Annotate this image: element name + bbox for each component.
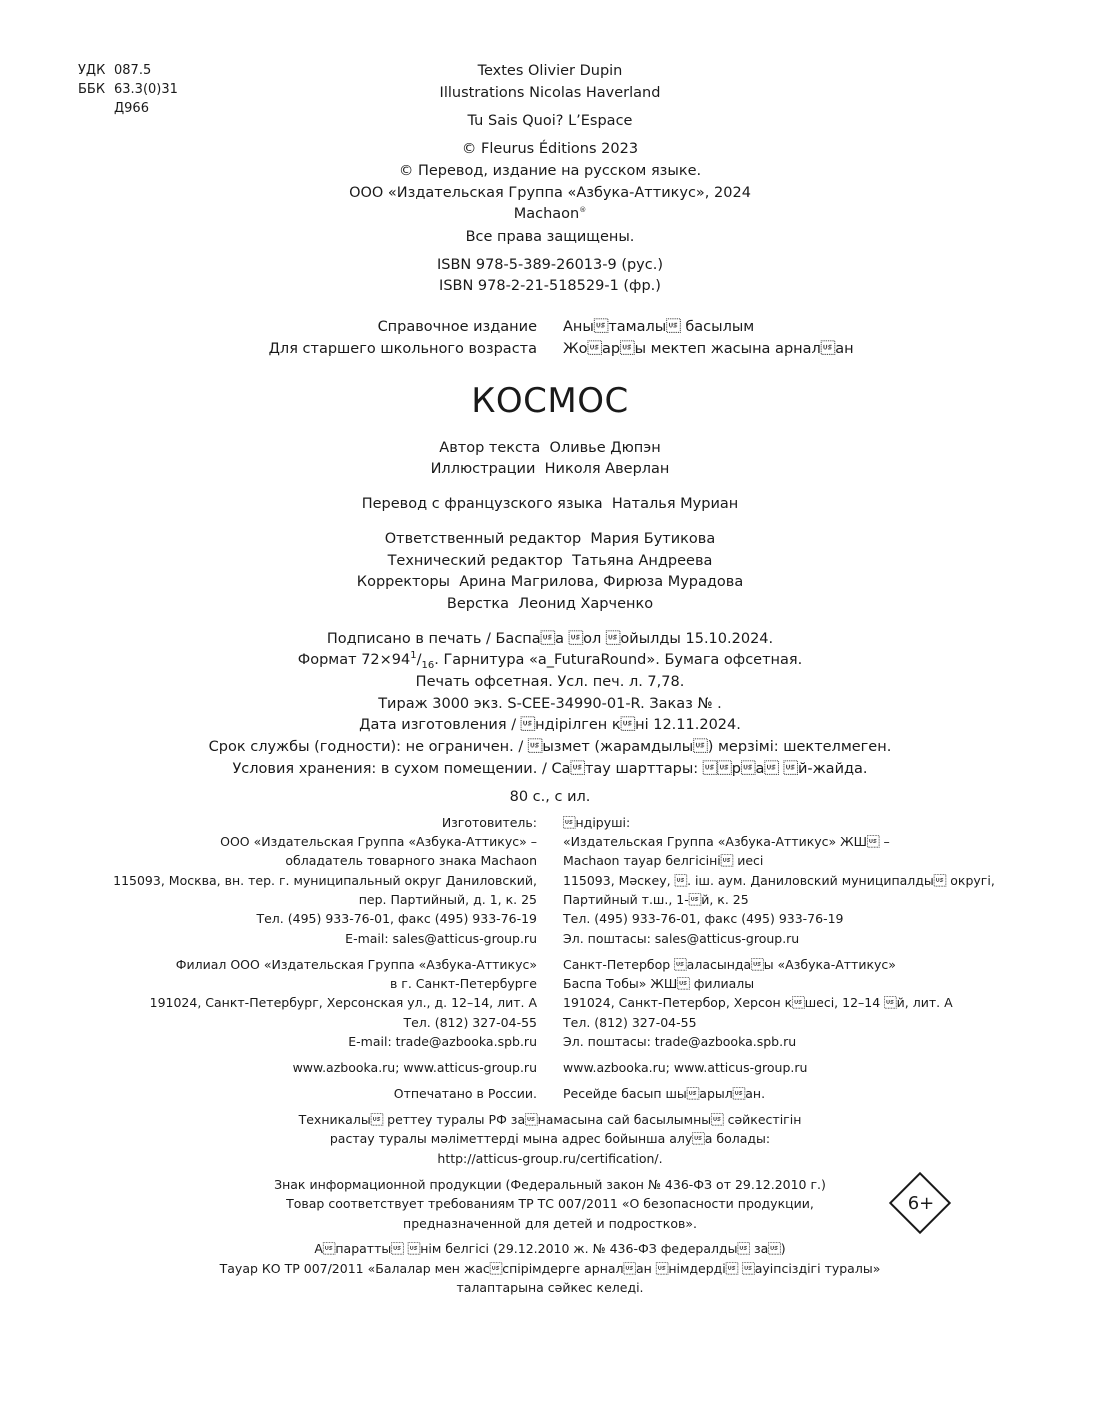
credit-name: Арина Магрилова, Фирюза Мурадова (459, 574, 744, 590)
print-run: Тираж 3000 экз. S-CEE-34990-01-R. Заказ № . (378, 696, 722, 712)
isbn-fr: ISBN 978-2-21-518529-1 (фр.) (439, 278, 661, 294)
print-manufactured: Дата изготовления / ндірілген к ні 12.11.2024. (359, 717, 741, 733)
credit-author (0, 441, 1100, 456)
print-format: Формат $72\times 94^1/_{16}$. Гарнитура «a_FuturaRound». Бумага офсетная. (297, 650, 803, 671)
translation-copyright: © Перевод, издание на русском языке. (398, 163, 702, 179)
rights: Все права защищены. (465, 229, 635, 245)
print-method: Печать офсетная. Усл. печ. л. 7,78. (415, 674, 685, 690)
format-text: Формат 72×94 (297, 652, 411, 668)
print-storage: Условия хранения: в сухом помещении. / Са тау шарттары: р а й-жайда. (232, 761, 868, 777)
certification-line: Техникалы реттеу туралы РФ за намасына сай басылымны сәйкестігін (298, 1112, 802, 1127)
credit-name: Татьяна Андреева (572, 553, 713, 569)
credit-tech-editor (0, 554, 1100, 569)
credit-name: Наталья Муриан (611, 496, 739, 512)
isbn-ru: ISBN 978-5-389-26013-9 (рус.) (436, 257, 664, 273)
manufacturer-ru-line: ООО «Издательская Группа «Азбука-Аттикус» – (220, 834, 537, 849)
print-service-life: Срок службы (годности): не ограничен. / ызмет (жарамдылы ) мерзімі: шектелмеген. (208, 739, 892, 755)
websites-kz[interactable]: www.azbooka.ru; www.atticus-group.ru (563, 1060, 808, 1075)
credit-name: Мария Бутикова (590, 531, 716, 547)
info-sign-ru-line: предназначенной для детей и подростков». (403, 1216, 697, 1231)
age-rating: 6+ (907, 1193, 935, 1214)
edition-type-ru-1: Справочное издание (377, 319, 537, 335)
branch-ru-line: Тел. (812) 327-04-55 (403, 1015, 537, 1030)
format-frac-num: 1 (410, 650, 417, 662)
credit-editor (0, 532, 1100, 547)
brand-name: Machaon (513, 206, 580, 222)
info-sign-kz-line: А паратты нім белгісі (29.12.2010 ж. № 436-ФЗ федералды за ) (314, 1241, 786, 1256)
branch-kz-line: Тел. (812) 327-04-55 (563, 1015, 697, 1030)
manufacturer-ru-line: Изготовитель: (441, 815, 537, 830)
credit-name: Николя Аверлан (544, 461, 670, 477)
format-frac-den: 16 (421, 659, 435, 671)
manufacturer-ru-line: обладатель товарного знака Machaon (285, 853, 537, 868)
info-sign-ru-line: Товар соответствует требованиям ТР ТС 007/2011 «О безопасности продукции, (286, 1196, 814, 1211)
bbk-label: ББК (78, 82, 106, 97)
branch-kz-email: Эл. поштасы: trade@azbooka.spb.ru (563, 1034, 797, 1049)
translation-publisher: ООО «Издательская Группа «Азбука-Аттикус», 2024 (349, 185, 751, 201)
branch-kz-line: 191024, Санкт-Петербор, Херсон к шесі, 12–14 й, лит. А (563, 995, 953, 1010)
brand-mark: ® (579, 206, 587, 215)
print-pages: 80 с., с ил. (509, 789, 591, 805)
edition-type-kz-1: Аны тамалы басылым (563, 319, 755, 335)
original-illustrations: Illustrations Nicolas Haverland (439, 85, 661, 101)
branch-ru-email: E-mail: trade@azbooka.spb.ru (348, 1034, 537, 1049)
credit-role: Корректоры (356, 574, 451, 590)
manufacturer-kz-line: «Издательская Группа «Азбука-Аттикус» ЖШ – (563, 834, 890, 849)
info-sign-kz-line: талаптарына сәйкес келеді. (456, 1280, 644, 1295)
branch-ru-line: 191024, Санкт-Петербург, Херсонская ул., д. 12–14, лит. А (149, 995, 537, 1010)
credit-role: Перевод с французского языка (361, 496, 603, 512)
credit-role: Иллюстрации (430, 461, 536, 477)
printed-in-kz: Ресейде басып шы арыл ан. (563, 1086, 766, 1101)
manufacturer-kz-line: Machaon тауар белгісіні иесі (563, 853, 764, 868)
branch-ru-line: в г. Санкт-Петербурге (389, 976, 537, 991)
credit-name: Леонид Харченко (518, 596, 654, 612)
book-title: КОСМОС (471, 381, 629, 421)
format-typeface: . Гарнитура «a_FuturaRound». Бумага офсетная. (434, 652, 803, 668)
manufacturer-kz-line: ндіруші: (563, 815, 631, 830)
original-copyright: © Fleurus Éditions 2023 (461, 141, 639, 157)
websites-ru[interactable]: www.azbooka.ru; www.atticus-group.ru (292, 1060, 537, 1075)
branch-kz-line: Баспа Тобы» ЖШ филиалы (563, 976, 755, 991)
manufacturer-ru-line: 115093, Москва, вн. тер. г. муниципальный округ Даниловский, (113, 873, 537, 888)
credit-translator (0, 497, 1100, 512)
original-texts: Textes Olivier Dupin (477, 63, 623, 79)
udc-label: УДК (78, 63, 106, 78)
edition-type-ru-2: Для старшего школьного возраста (268, 341, 537, 357)
credit-layout (0, 597, 1100, 612)
manufacturer-kz-line: Тел. (495) 933-76-01, факс (495) 933-76-19 (563, 911, 844, 926)
credit-role: Верстка (446, 596, 510, 612)
credit-role: Технический редактор (387, 553, 563, 569)
author-mark: Д966 (114, 101, 149, 116)
credit-role: Ответственный редактор (384, 531, 582, 547)
manufacturer-kz-line: 115093, Мәскеу, . іш. аум. Даниловский муниципалды округі, (563, 873, 995, 888)
edition-type-kz-2: Жо ар ы мектеп жасына арнал ан (563, 341, 854, 357)
info-sign-kz-line: Тауар КО ТР 007/2011 «Балалар мен жас спірімдерге арнал ан німдерді ауіпсіздігі туралы» (219, 1261, 881, 1276)
branch-ru-line: Филиал ООО «Издательская Группа «Азбука-Аттикус» (175, 957, 537, 972)
bbk-value: 63.3(0)31 (114, 82, 178, 97)
udc-value: 087.5 (114, 63, 152, 78)
info-sign-ru-line: Знак информационной продукции (Федеральный закон № 436-ФЗ от 29.12.2010 г.) (274, 1177, 826, 1192)
print-signed: Подписано в печать / Баспа а ол ойылды 15.10.2024. (326, 631, 774, 647)
credit-proofreaders (0, 575, 1100, 590)
manufacturer-kz-line: Партийный т.ш., 1- й, к. 25 (563, 892, 749, 907)
certification-line: растау туралы мәліметтерді мына адрес бойынша алу а болады: (329, 1131, 771, 1146)
manufacturer-ru-line: Тел. (495) 933-76-01, факс (495) 933-76-19 (256, 911, 537, 926)
printed-in-ru: Отпечатано в России. (393, 1086, 537, 1101)
credit-role: Автор текста (439, 440, 541, 456)
credit-illustrator (0, 462, 1100, 477)
brand-line (0, 207, 1100, 222)
manufacturer-ru-line: пер. Партийный, д. 1, к. 25 (358, 892, 537, 907)
original-title: Tu Sais Quoi? L’Espace (467, 113, 633, 129)
certification-url[interactable]: http://atticus-group.ru/certification/. (437, 1151, 663, 1166)
manufacturer-ru-email: E-mail: sales@atticus-group.ru (345, 931, 537, 946)
branch-kz-line: Санкт-Петербор aласында ы «Азбука-Аттикус» (563, 957, 896, 972)
manufacturer-kz-email: Эл. поштасы: sales@atticus-group.ru (563, 931, 800, 946)
credit-name: Оливье Дюпэн (549, 440, 661, 456)
